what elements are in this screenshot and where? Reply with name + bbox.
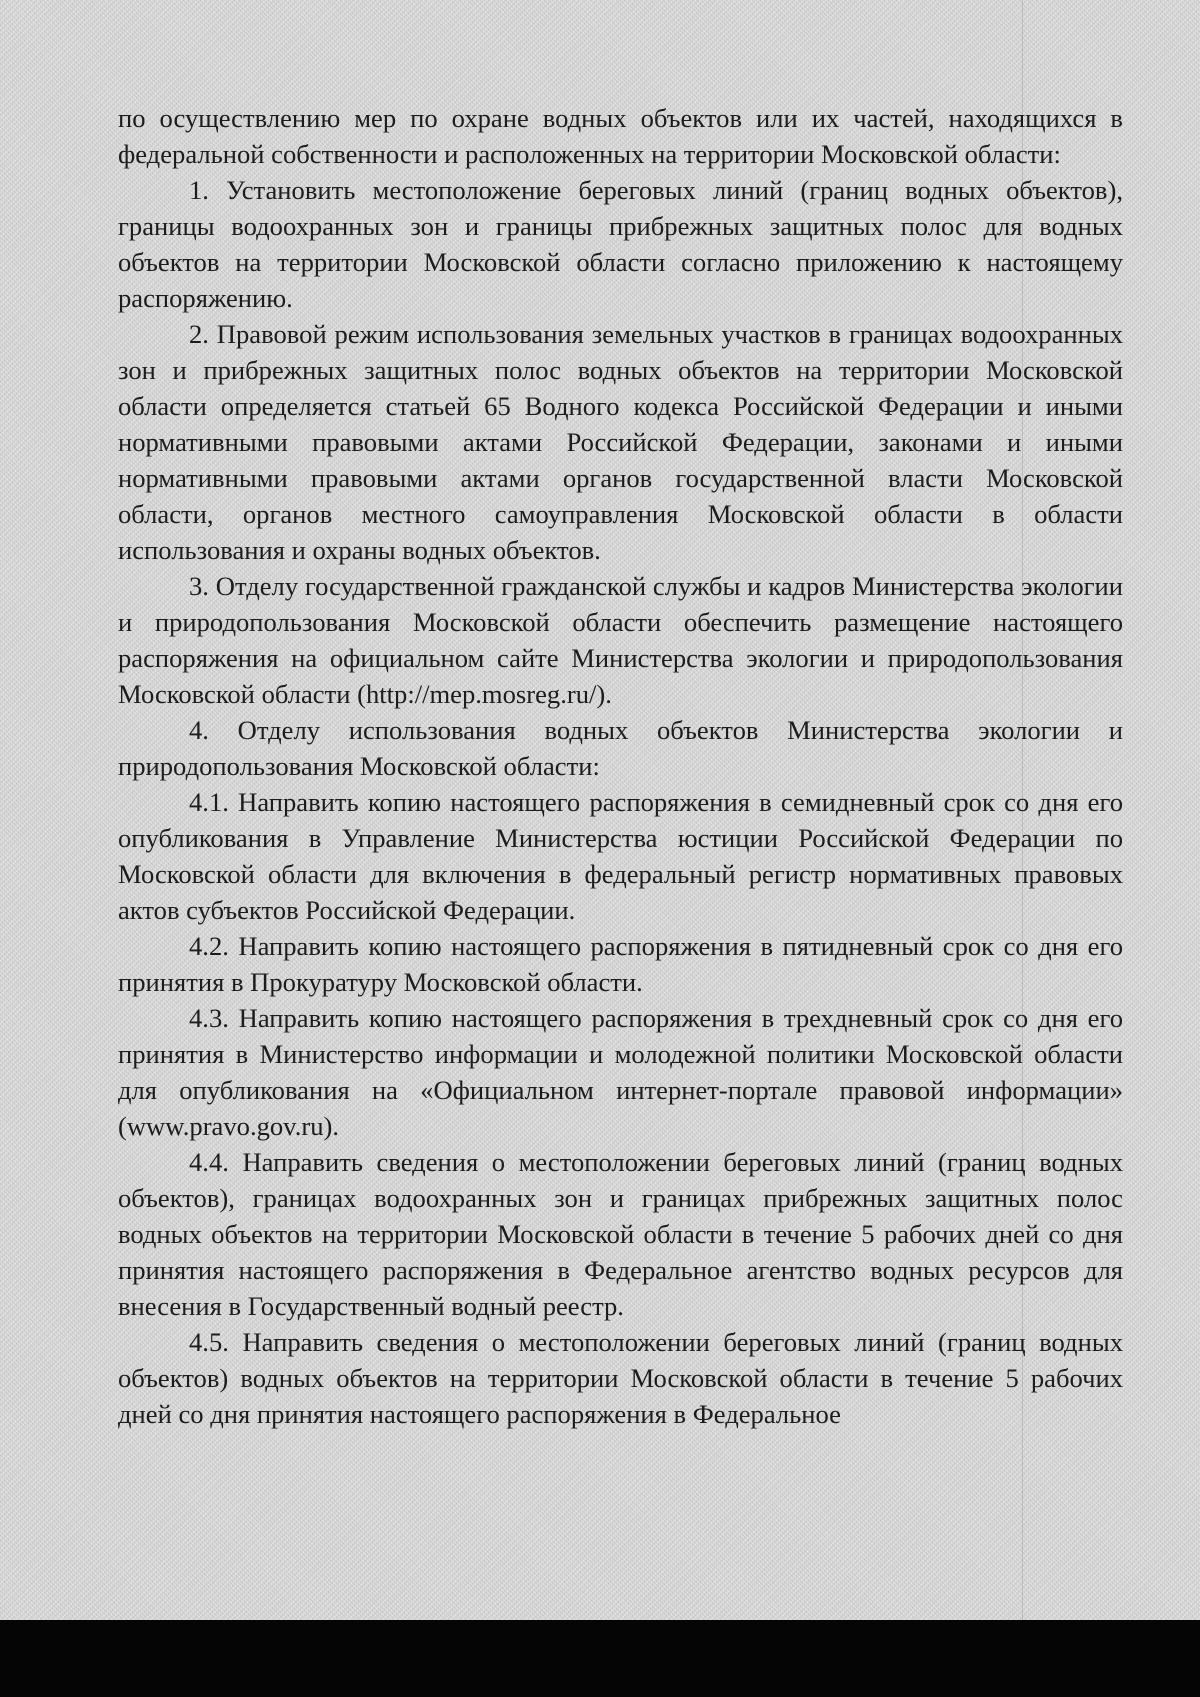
scan-bottom-border — [0, 1620, 1200, 1697]
paragraph-item-1: 1. Установить местоположение береговых линий (границ водных объектов), границы водоохранных зон и границы прибрежных защитных полос для водных объектов на территории Московской области согласно приложению к настоящему распоряжению. — [118, 175, 1123, 313]
paragraph-continuation: по осуществлению мер по охране водных объектов или их частей, находящихся в федеральной собственности и расположенных на территории Московской области: — [118, 103, 1123, 169]
paragraph-item-4-3: 4.3. Направить копию настоящего распоряжения в трехдневный срок со дня его принятия в Министерство информации и молодежной политики Московской области для опубликования на «Официальном интернет-портале правовой информации» (www.pravo.gov.ru). — [118, 1003, 1123, 1141]
paragraph-item-4-4: 4.4. Направить сведения о местоположении береговых линий (границ водных объектов), границах водоохранных зон и границах прибрежных защитных полос водных объектов на территории Московской области в течение 5 рабочих дней со дня принятия настоящего распоряжения в Федеральное агентство водных ресурсов для внесения в Государственный водный реестр. — [118, 1147, 1123, 1321]
paragraph-item-4: 4. Отделу использования водных объектов Министерства экологии и природопользования Московской области: — [118, 715, 1123, 781]
paragraph-item-3: 3. Отделу государственной гражданской службы и кадров Министерства экологии и природопользования Московской области обеспечить размещение настоящего распоряжения на официальном сайте Министерства экологии и природопользования Московской области (http://mep.mosreg.ru/). — [118, 571, 1123, 709]
paragraph-item-4-1: 4.1. Направить копию настоящего распоряжения в семидневный срок со дня его опубликования в Управление Министерства юстиции Российской Федерации по Московской области для включения в федеральный регистр нормативных правовых актов субъектов Российской Федерации. — [118, 787, 1123, 925]
paragraph-item-4-2: 4.2. Направить копию настоящего распоряжения в пятидневный срок со дня его принятия в Прокуратуру Московской области. — [118, 931, 1123, 997]
document-body — [118, 100, 1123, 1432]
scan-page-edge — [1022, 0, 1023, 1620]
paragraph-item-2: 2. Правовой режим использования земельных участков в границах водоохранных зон и прибрежных защитных полос водных объектов на территории Московской области определяется статьей 65 Водного кодекса Российской Федерации и иными нормативными правовыми актами Российской Федерации, законами и иными нормативными правовыми актами органов государственной власти Московской области, органов местного самоуправления Московской области в области использования и охраны водных объектов. — [118, 319, 1123, 565]
paragraph-item-4-5: 4.5. Направить сведения о местоположении береговых линий (границ водных объектов) водных объектов на территории Московской области в течение 5 рабочих дней со дня принятия настоящего распоряжения в Федеральное — [118, 1327, 1123, 1429]
